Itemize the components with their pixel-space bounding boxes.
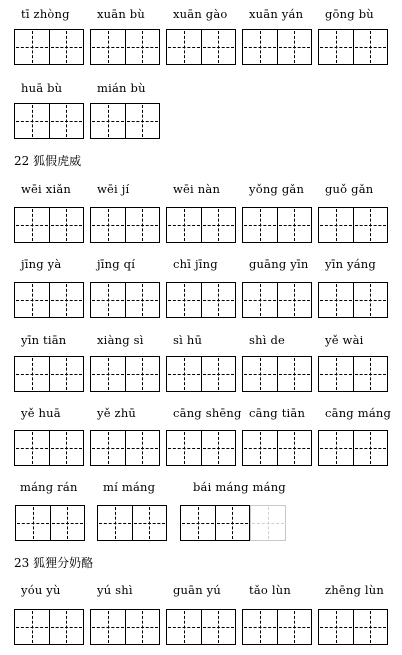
writing-grid[interactable] — [14, 103, 84, 139]
writing-grid[interactable] — [90, 103, 160, 139]
writing-cell[interactable] — [243, 431, 277, 465]
writing-cell[interactable] — [201, 431, 236, 465]
writing-cell[interactable] — [49, 104, 84, 138]
writing-grid[interactable] — [166, 356, 236, 392]
writing-cell[interactable] — [15, 104, 49, 138]
pinyin-label: jīng qí — [97, 257, 136, 271]
writing-cell[interactable] — [277, 431, 312, 465]
writing-cell[interactable] — [15, 357, 49, 391]
writing-cell[interactable] — [132, 506, 167, 540]
writing-grid[interactable] — [242, 282, 312, 318]
writing-cell[interactable] — [319, 431, 353, 465]
writing-cell[interactable] — [167, 610, 201, 644]
writing-cell[interactable] — [98, 506, 132, 540]
writing-cell[interactable] — [353, 283, 388, 317]
writing-cell[interactable] — [91, 357, 125, 391]
pinyin-label: wēi jí — [97, 182, 130, 196]
writing-cell[interactable] — [15, 30, 49, 64]
writing-cell[interactable] — [319, 208, 353, 242]
pinyin-label: yǒng gǎn — [249, 182, 305, 196]
writing-grid[interactable] — [90, 207, 160, 243]
pinyin-label: gōng bù — [325, 7, 374, 21]
writing-cell[interactable] — [125, 208, 160, 242]
pinyin-label: xuān yán — [249, 7, 304, 21]
writing-grid[interactable] — [166, 282, 236, 318]
pinyin-label: guǒ gǎn — [325, 182, 374, 196]
writing-cell[interactable] — [243, 283, 277, 317]
writing-cell[interactable] — [125, 30, 160, 64]
writing-grid[interactable] — [180, 505, 250, 541]
writing-grid[interactable] — [166, 207, 236, 243]
writing-cell[interactable] — [353, 357, 388, 391]
writing-cell[interactable] — [49, 30, 84, 64]
writing-cell[interactable] — [201, 208, 236, 242]
pinyin-label: wēi nàn — [173, 182, 221, 196]
writing-cell[interactable] — [125, 104, 160, 138]
writing-cell[interactable] — [243, 357, 277, 391]
writing-cell[interactable] — [167, 208, 201, 242]
writing-cell[interactable] — [125, 283, 160, 317]
writing-cell[interactable] — [201, 610, 236, 644]
writing-grid[interactable] — [97, 505, 167, 541]
writing-grid[interactable] — [318, 356, 388, 392]
writing-cell[interactable] — [319, 610, 353, 644]
pinyin-label: yě huā — [21, 406, 61, 420]
pinyin-label: máng rán — [20, 480, 78, 494]
writing-cell[interactable] — [49, 208, 84, 242]
writing-grid[interactable] — [14, 430, 84, 466]
pinyin-label: guān yú — [173, 583, 221, 597]
writing-grid[interactable] — [318, 609, 388, 645]
writing-cell[interactable] — [15, 208, 49, 242]
pinyin-label: yě zhū — [97, 406, 137, 420]
pinyin-label: yóu yù — [21, 583, 61, 597]
pinyin-label: huā bù — [21, 81, 63, 95]
pinyin-label: xuān gào — [173, 7, 228, 21]
writing-grid[interactable] — [14, 29, 84, 65]
writing-cell[interactable] — [277, 610, 312, 644]
pinyin-label: zhēng lùn — [325, 583, 384, 597]
writing-grid[interactable] — [14, 356, 84, 392]
writing-grid[interactable] — [166, 609, 236, 645]
writing-grid[interactable] — [90, 282, 160, 318]
writing-cell[interactable] — [243, 610, 277, 644]
writing-cell[interactable] — [167, 357, 201, 391]
pinyin-label: tǎo lùn — [249, 583, 291, 597]
writing-cell[interactable] — [49, 431, 84, 465]
pinyin-label: tī zhòng — [21, 7, 70, 21]
writing-cell[interactable] — [353, 208, 388, 242]
writing-cell[interactable] — [277, 357, 312, 391]
writing-grid[interactable] — [318, 29, 388, 65]
writing-cell[interactable] — [50, 506, 85, 540]
writing-grid[interactable] — [166, 430, 236, 466]
pinyin-label: yú shì — [97, 583, 133, 597]
writing-grid[interactable] — [166, 29, 236, 65]
writing-grid[interactable] — [14, 207, 84, 243]
writing-cell[interactable] — [201, 283, 236, 317]
writing-grid[interactable] — [318, 207, 388, 243]
writing-grid[interactable] — [90, 609, 160, 645]
writing-grid[interactable] — [90, 356, 160, 392]
pinyin-label: xiàng sì — [97, 333, 144, 347]
writing-cell[interactable] — [167, 283, 201, 317]
writing-cell[interactable] — [91, 208, 125, 242]
writing-cell[interactable] — [319, 357, 353, 391]
pinyin-label: jīng yà — [21, 257, 62, 271]
pinyin-label: wēi xiǎn — [21, 182, 72, 196]
writing-grid[interactable] — [14, 609, 84, 645]
writing-cell[interactable] — [201, 357, 236, 391]
pinyin-label: chī jīng — [173, 257, 218, 271]
pinyin-label: yīn yáng — [325, 257, 376, 271]
writing-cell[interactable] — [125, 431, 160, 465]
writing-cell[interactable] — [353, 610, 388, 644]
writing-cell[interactable] — [277, 30, 312, 64]
writing-grid[interactable] — [90, 430, 160, 466]
writing-grid-extra[interactable] — [250, 505, 286, 541]
pinyin-label: cāng máng — [325, 406, 392, 420]
writing-cell[interactable] — [201, 30, 236, 64]
writing-cell[interactable] — [277, 208, 312, 242]
lesson-title: 22 狐假虎威 — [14, 154, 82, 168]
pinyin-label: shì de — [249, 333, 286, 347]
writing-grid[interactable] — [318, 430, 388, 466]
writing-cell[interactable] — [167, 30, 201, 64]
writing-grid[interactable] — [242, 29, 312, 65]
writing-cell[interactable] — [15, 283, 49, 317]
writing-cell[interactable] — [243, 208, 277, 242]
writing-cell[interactable] — [251, 506, 285, 540]
pinyin-label: cāng shēng — [173, 406, 242, 420]
pinyin-label: mí máng — [103, 480, 156, 494]
writing-cell[interactable] — [49, 283, 84, 317]
writing-cell[interactable] — [15, 610, 49, 644]
pinyin-label: xuān bù — [97, 7, 145, 21]
writing-grid[interactable] — [242, 609, 312, 645]
pinyin-label: sì hū — [173, 333, 203, 347]
pinyin-label: mián bù — [97, 81, 146, 95]
writing-cell[interactable] — [353, 431, 388, 465]
writing-cell[interactable] — [15, 431, 49, 465]
writing-cell[interactable] — [215, 506, 250, 540]
writing-cell[interactable] — [167, 431, 201, 465]
writing-grid[interactable] — [242, 430, 312, 466]
writing-grid[interactable] — [242, 207, 312, 243]
writing-grid[interactable] — [14, 282, 84, 318]
pinyin-label: bái máng máng — [193, 480, 286, 494]
pinyin-label: yě wài — [325, 333, 364, 347]
writing-cell[interactable] — [49, 357, 84, 391]
pinyin-label: guāng yīn — [249, 257, 309, 271]
writing-cell[interactable] — [277, 283, 312, 317]
lesson-title: 23 狐狸分奶酪 — [14, 556, 94, 570]
writing-cell[interactable] — [49, 610, 84, 644]
writing-grid[interactable] — [318, 282, 388, 318]
writing-cell[interactable] — [181, 506, 215, 540]
writing-cell[interactable] — [125, 610, 160, 644]
writing-cell[interactable] — [319, 283, 353, 317]
writing-cell[interactable] — [91, 610, 125, 644]
writing-cell[interactable] — [91, 283, 125, 317]
writing-cell[interactable] — [319, 30, 353, 64]
writing-cell[interactable] — [91, 431, 125, 465]
writing-cell[interactable] — [353, 30, 388, 64]
writing-grid[interactable] — [15, 505, 85, 541]
writing-grid[interactable] — [90, 29, 160, 65]
pinyin-label: yīn tiān — [21, 333, 67, 347]
writing-cell[interactable] — [16, 506, 50, 540]
pinyin-label: cāng tiān — [249, 406, 306, 420]
writing-cell[interactable] — [243, 30, 277, 64]
writing-grid[interactable] — [242, 356, 312, 392]
writing-cell[interactable] — [91, 30, 125, 64]
writing-cell[interactable] — [125, 357, 160, 391]
writing-cell[interactable] — [91, 104, 125, 138]
